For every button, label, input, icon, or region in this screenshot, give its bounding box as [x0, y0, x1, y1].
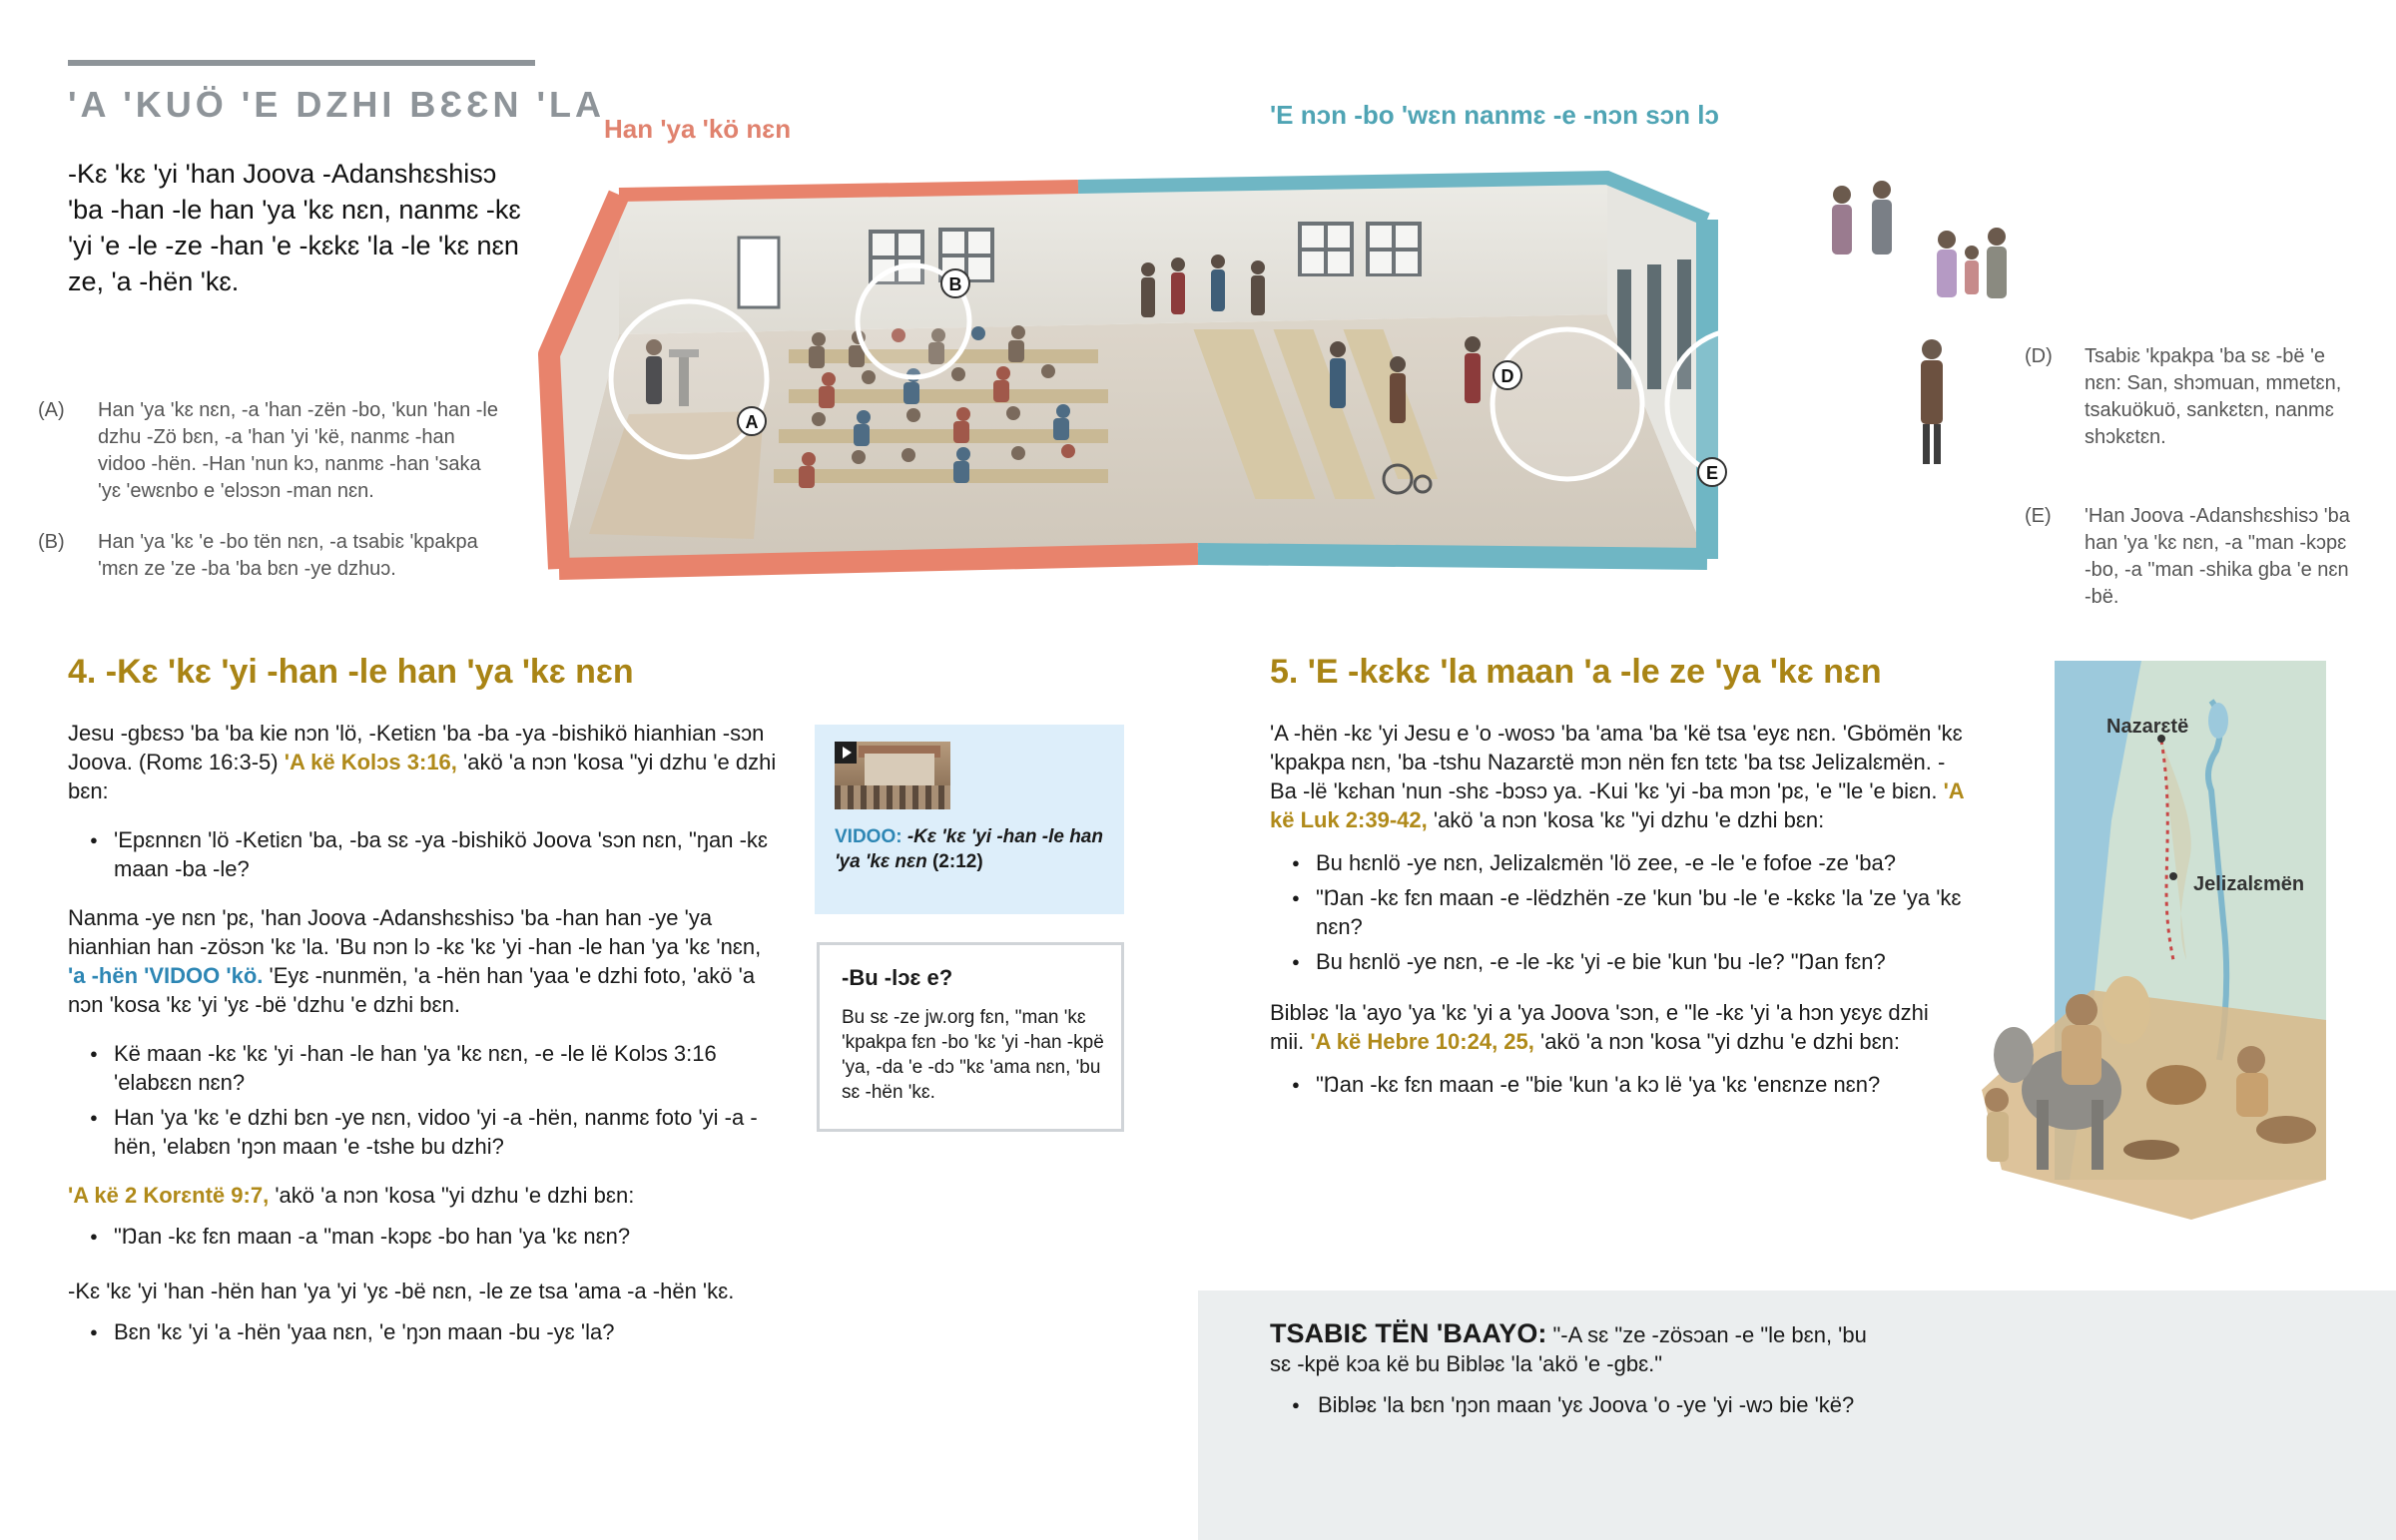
caption-d-label: (D): [2025, 345, 2053, 367]
s4-p2-tail: 'Eyɛ -nunmën, 'a -hën han 'yaa 'e dzhi foto, 'akö 'a nɔn 'kosa 'kɛ 'yi 'yɛ -bë 'dzhu 'e dzhi bɛn.: [68, 963, 756, 1017]
s5-p1-tail: 'akö 'a nɔn 'kosa 'kɛ "yi dzhu 'e dzhi bɛn:: [1427, 807, 1825, 832]
frame-teal-bottom: [1198, 554, 1707, 559]
s4-p3-tail: 'akö 'a nɔn 'kosa "yi dzhu 'e dzhi bɛn:: [269, 1183, 635, 1208]
video-caption: [835, 824, 1109, 874]
caption-d: [2025, 343, 2354, 451]
summary-quote-text: "-A sɛ "ze -zösɔan -e "le bɛn, 'bu sɛ -kpë kɔa kë bu Bibləɛ 'la 'akö 'e -gbɛ.": [1270, 1322, 1867, 1376]
s4-p1-text: Jesu -gbɛsɔ 'ba 'ba kie nɔn 'lö, -Ketiɛn 'ba -ba -ya -bishikö hianhian -sɔn Joova. (Romɛ 16:3-5): [68, 721, 765, 774]
donkey-head: [1994, 1027, 2034, 1083]
summary-question-1: ● Bibləɛ 'la bɛn 'ŋɔn maan 'yɛ Joova 'o -ye 'yi -wɔ bie 'kë?: [1270, 1390, 1889, 1419]
s5-p1-text: 'A -hën -kɛ 'yi Jesu e 'o -wosɔ 'ba 'ama 'ba 'kë tsa 'eyɛ nɛn. 'Gbömën 'kɛ 'kpakpa nɛn, 'ba -tshu Nazarɛtë mɔn nën fɛn tɛtɛ 'ba tsɛ Jelizalɛmën. -Ba -lë 'kɛhan 'nun -shɛ -bɔsɔ ya. -Kui 'kɛ 'yi -ba mɔn 'pɛ, 'e "le 'e biɛn.: [1270, 721, 1963, 803]
s5-question-3: ● Bu hɛnlö -ye nɛn, -e -le -kɛ 'yi -e bie 'kun 'bu -le? "Ŋan fɛn?: [1270, 947, 1969, 976]
s5-p2-tail: 'akö 'a nɔn 'kosa "yi dzhu 'e dzhi bɛn:: [1533, 1029, 1901, 1054]
play-icon[interactable]: [835, 742, 857, 764]
s5-questions-1: [1270, 848, 1969, 976]
hall-label-right: 'E nɔn -bo 'wɛn nanmɛ -e -nɔn sɔn lɔ: [1270, 100, 1719, 130]
frame-coral-bottom: [559, 554, 1198, 569]
s4-paragraph-3: [68, 1181, 779, 1210]
video-box[interactable]: [815, 725, 1124, 914]
traveler-head: [2066, 994, 2097, 1026]
frame-coral-top: [619, 187, 1078, 195]
sack: [2102, 976, 2150, 1044]
s4-p2-text: Nanma -ye nɛn 'pɛ, 'han Joova -Adanshɛshisɔ 'ba -han han -ye 'ya hianhian han -zösɔn 'kɛ 'la. 'Bu nɔn lɔ -kɛ 'kɛ 'yi -han -le han 'ya 'kɛ 'nɛn,: [68, 905, 762, 959]
s4-question-5: ● Bɛn 'kɛ 'yi 'a -hën 'yaa nɛn, 'e 'ŋɔn maan -bu -yɛ 'la?: [68, 1317, 779, 1346]
s4-question-2: ● Kë maan -kɛ 'kɛ 'yi -han -le han 'ya 'kɛ nɛn, -e -le lë Kolɔs 3:16 'elabɛɛn nɛn?: [68, 1039, 779, 1097]
s4-p3-scripture-link[interactable]: 'A kë 2 Korɛntë 9:7,: [68, 1183, 270, 1208]
marker-b: B: [948, 274, 962, 294]
s4-paragraph-2: [68, 903, 779, 1019]
caption-e-label: (E): [2025, 505, 2052, 527]
basket: [2146, 1065, 2206, 1105]
caption-e: [2025, 503, 2354, 611]
s4-paragraph-4: -Kɛ 'kɛ 'yi 'han -hën han 'ya 'yi 'yɛ -bë nɛn, -le ze tsa 'ama -a -hën 'kɛ.: [68, 1279, 735, 1303]
find-out-box: [817, 942, 1124, 1132]
arriving-people: [1817, 175, 2047, 474]
section-5-body: [1270, 719, 1969, 1099]
s5-p2-text: Bibləɛ 'la 'ayo 'ya 'kɛ 'yi a 'ya Joova 'sɔn, e "le -kɛ 'yi 'a hɔn yɛyɛ dzhi mii.: [1270, 1000, 1929, 1054]
find-out-title: -Bu -lɔɛ e?: [842, 965, 953, 990]
s4-p1-tail: 'akö 'a nɔn 'kosa "yi dzhu 'e dzhi bɛn:: [68, 750, 777, 803]
caption-b-label: (B): [38, 531, 65, 553]
page-title: 'A 'KUÖ 'E DZHI BƐƐN 'LA: [68, 84, 606, 125]
s5-questions-2: [1270, 1070, 1969, 1099]
map-illustration: [1942, 661, 2326, 1230]
hall-label-left: Han 'ya 'kö nɛn: [604, 114, 792, 144]
summary-questions: [1270, 1390, 1889, 1419]
video-title: -Kɛ 'kɛ 'yi -han -le han 'ya 'kɛ nɛn: [835, 826, 1103, 872]
video-thumbnail[interactable]: [835, 742, 950, 809]
marker-a: A: [745, 412, 759, 432]
video-duration: (2:12): [926, 851, 983, 872]
marker-d: D: [1500, 366, 1514, 386]
caption-a-text: Han 'ya 'kɛ nɛn, -a 'han -zën -bo, 'kun 'han -le dzhu -Zö bɛn, -a 'han 'yi 'kë, nanmɛ -han vidoo -hën. -Han 'nun kɔ, nanmɛ -han 'saka 'yɛ 'ewɛnbo e 'elɔsɔn -man nɛn.: [98, 399, 498, 502]
s4-questions-2: [68, 1039, 779, 1161]
s5-question-4: ● "Ŋan -kɛ fɛn maan -e "bie 'kun 'a kɔ lë 'ya 'kɛ 'enɛnze nɛn?: [1270, 1070, 1969, 1099]
find-out-text: Bu sɛ -ze jw.org fɛn, "man 'kɛ 'kpakpa fɛn -bo 'kɛ 'yi -han -kpë 'ya, -da 'e -dɔ "kɛ 'ama nɛn, 'bu sɛ -hën 'kɛ.: [842, 1007, 1104, 1103]
s4-p1-scripture-link[interactable]: 'A kë Kolɔs 3:16,: [284, 750, 457, 774]
section-5-heading: 5. 'E -kɛkɛ 'la maan 'a -le ze 'ya 'kɛ nɛn: [1270, 653, 1882, 691]
top-rule: [68, 60, 535, 66]
s4-questions-3: [68, 1222, 779, 1251]
caption-b: [38, 529, 507, 583]
caption-a-label: (A): [38, 399, 65, 421]
caption-a: [38, 397, 507, 505]
intro-text: -Kɛ 'kɛ 'yi 'han Joova -Adanshɛshisɔ 'ba -han -le han 'ya 'kɛ nɛn, nanmɛ -kɛ 'yi 'e -le -ze -han 'e -kɛkɛ 'la -le 'kɛ nɛn ze, 'a -hën 'kɛ.: [68, 159, 521, 296]
summary-label: TSABIƐ TËN 'BAAYO:: [1270, 1318, 1547, 1348]
section-4-body: [68, 719, 779, 1346]
caption-b-text: Han 'ya 'kɛ 'e -bo tën nɛn, -a tsabiɛ 'kpakpa 'mɛn ze 'ze -ba 'ba bɛn -ye dzhuɔ.: [98, 531, 478, 580]
s4-questions-4: [68, 1317, 779, 1346]
s4-paragraph-1: [68, 719, 779, 805]
s4-question-3: ● Han 'ya 'kɛ 'e dzhi bɛn -ye nɛn, vidoo 'yi -a -hën, nanmɛ foto 'yi -a -hën, 'elabɛn 'ŋɔn maan 'e -tshe bu dzhi?: [68, 1103, 779, 1161]
s5-paragraph-2: [1270, 998, 1969, 1056]
s5-p2-scripture-link[interactable]: 'A kë Hebre 10:24, 25,: [1310, 1029, 1534, 1054]
s5-p1-scripture-link[interactable]: 'A kë Luk 2:39-42,: [1270, 778, 1964, 832]
map-city-nazareth: Nazarɛtë: [2106, 716, 2189, 738]
s4-questions-1: [68, 825, 779, 883]
summary-quote: [1270, 1319, 1889, 1419]
s5-paragraph-1: [1270, 719, 1969, 834]
s4-video-link[interactable]: 'a -hën 'VIDOO 'kö.: [68, 963, 264, 988]
s4-question-1: ● 'Epɛnnɛn 'lö -Ketiɛn 'ba, -ba sɛ -ya -bishikö Joova 'sɔn nɛn, "ŋan -kɛ maan -ba -le?: [68, 825, 779, 883]
video-label: VIDOO:: [835, 826, 902, 847]
section-4-heading: 4. -Kɛ 'kɛ 'yi -han -le han 'ya 'kɛ nɛn: [68, 653, 634, 691]
s4-question-4: ● "Ŋan -kɛ fɛn maan -a "man -kɔpɛ -bo han 'ya 'kɛ nɛn?: [68, 1222, 779, 1251]
caption-e-text: 'Han Joova -Adanshɛshisɔ 'ba han 'ya 'kɛ nɛn, -a "man -kɔpɛ -bo, -a "man -shika gba 'e nɛn -bë.: [2085, 505, 2350, 608]
map-city-jerusalem: Jelizalɛmën: [2193, 873, 2305, 895]
caption-d-text: Tsabiɛ 'kpakpa 'ba sɛ -bë 'e nɛn: San, shɔmuan, mmetɛn, tsakuökuö, sankɛtɛn, nanmɛ shɔkɛtɛn.: [2085, 345, 2342, 448]
s5-question-1: ● Bu hɛnlö -ye nɛn, Jelizalɛmën 'lö zee, -e -le 'e fofoe -ze 'ba?: [1270, 848, 1969, 877]
marker-e: E: [1705, 463, 1719, 483]
s5-question-2: ● "Ŋan -kɛ fɛn maan -e -lëdzhën -ze 'kun 'bu -le 'e -kɛkɛ 'la 'ze 'ya 'kɛ nɛn?: [1270, 883, 1969, 941]
jerusalem-dot: [2169, 872, 2177, 880]
